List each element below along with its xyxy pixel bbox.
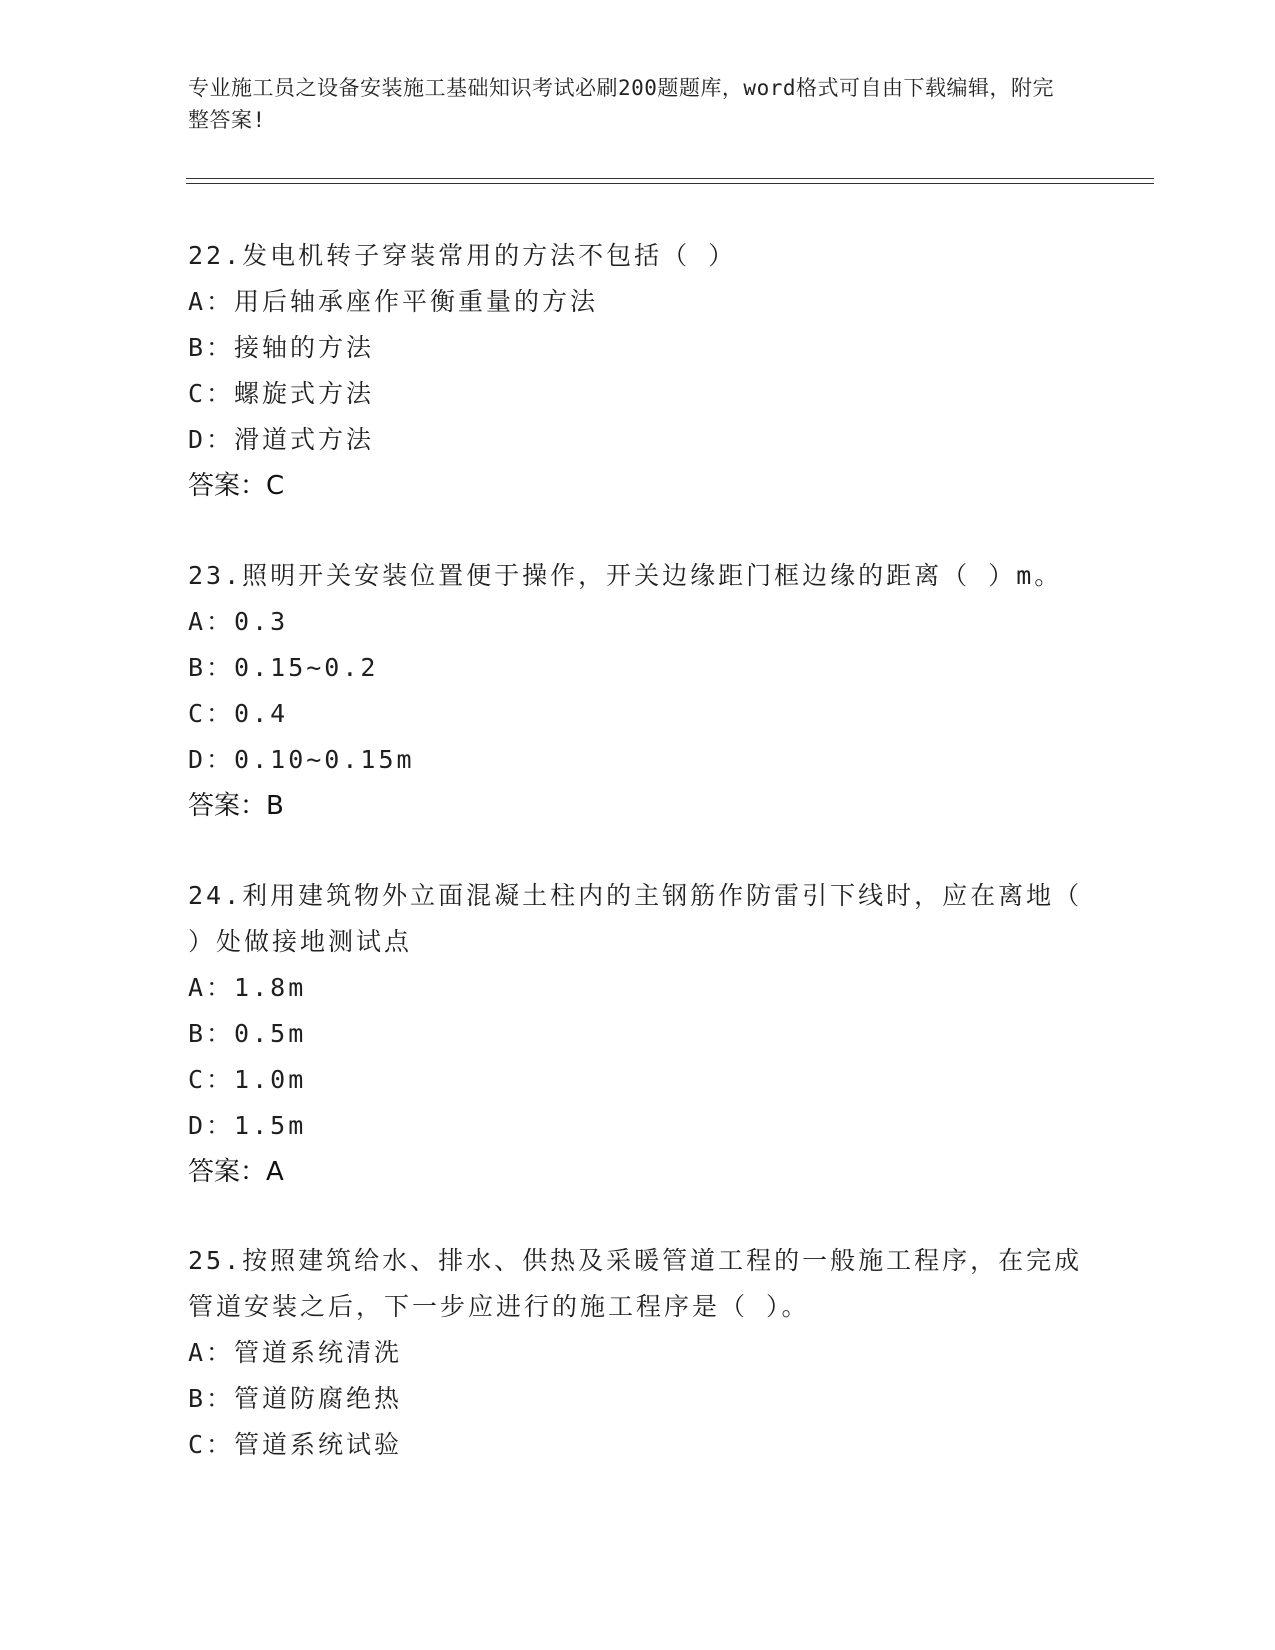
option-c: C：1.0m	[188, 1065, 307, 1094]
option-a: A：管道系统清洗	[188, 1338, 403, 1367]
question-stem: 22.发电机转子穿装常用的方法不包括（ ）	[188, 241, 737, 270]
question-stem: 23.照明开关安装位置便于操作，开关边缘距门框边缘的距离（ ）m。	[188, 561, 1063, 590]
option-d: D：滑道式方法	[188, 425, 375, 454]
header-divider-bottom	[186, 183, 1154, 184]
option-b: B：管道防腐绝热	[188, 1384, 403, 1413]
answer-line: 答案：C	[188, 471, 285, 501]
option-d: D：1.5m	[188, 1111, 307, 1140]
option-a: A：0.3	[188, 607, 289, 636]
option-d: D：0.10~0.15m	[188, 745, 415, 774]
question-stem: 25.按照建筑给水、排水、供热及采暖管道工程的一般施工程序，在完成管道安装之后，下一步应进行的施工程序是（ ）。	[188, 1246, 1083, 1321]
option-c: C：管道系统试验	[188, 1430, 403, 1459]
question-22	[188, 233, 1088, 509]
header-divider-top	[186, 178, 1154, 179]
option-a: A：1.8m	[188, 973, 307, 1002]
answer-line: 答案：B	[188, 791, 284, 821]
option-b: B：接轴的方法	[188, 333, 375, 362]
option-a: A：用后轴承座作平衡重量的方法	[188, 287, 599, 316]
option-c: C：螺旋式方法	[188, 379, 375, 408]
question-stem: 24.利用建筑物外立面混凝土柱内的主钢筋作防雷引下线时，应在离地（ ）处做接地测试点	[188, 881, 1101, 956]
page-header-title: 专业施工员之设备安装施工基础知识考试必刷200题题库，word格式可自由下载编辑，附完整答案!	[188, 76, 1054, 132]
option-b: B：0.15~0.2	[188, 653, 379, 682]
question-25	[188, 1238, 1088, 1468]
question-23	[188, 553, 1088, 829]
question-24	[188, 873, 1101, 1195]
option-b: B：0.5m	[188, 1019, 307, 1048]
answer-line: 答案：A	[188, 1157, 284, 1187]
option-c: C：0.4	[188, 699, 289, 728]
